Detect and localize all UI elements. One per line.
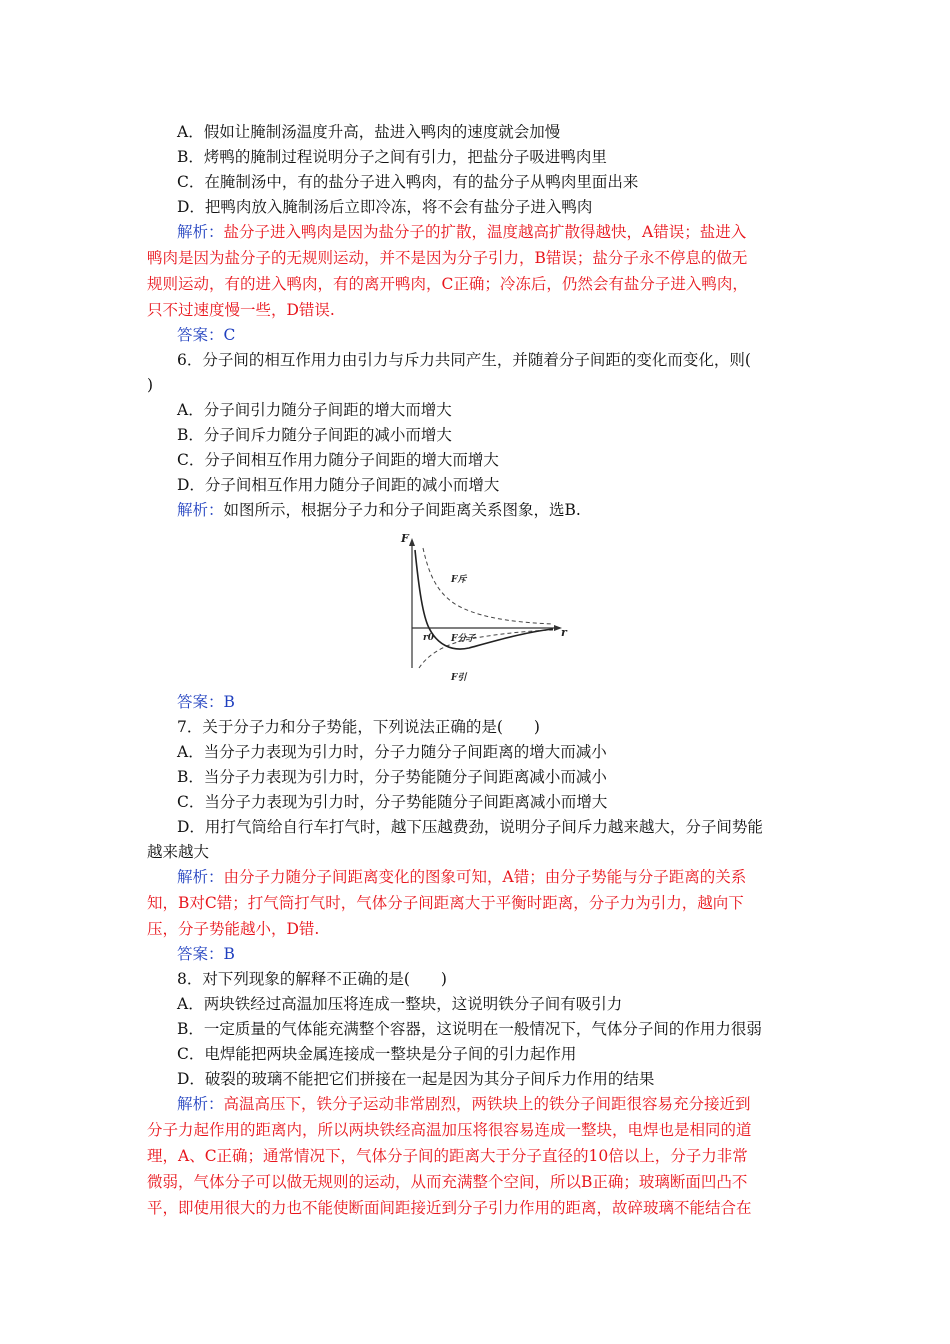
force-distance-graph bbox=[395, 530, 585, 690]
q8-option-d: D．破裂的玻璃不能把它们拼接在一起是因为其分子间斥力作用的结果 bbox=[177, 1070, 655, 1088]
q5-option-b: B．烤鸭的腌制过程说明分子之间有引力，把盐分子吸进鸭肉里 bbox=[177, 148, 607, 166]
y-axis-arrow bbox=[409, 538, 415, 546]
q8-analysis-line3: 理，A、C正确；通常情况下，气体分子间的距离大于分子直径的10倍以上，分子力非常 bbox=[147, 1147, 748, 1165]
x-axis-label: r bbox=[561, 626, 567, 639]
q7-option-d-line1: D．用打气筒给自行车打气时，越下压越费劲，说明分子间斥力越来越大，分子间势能 bbox=[177, 818, 763, 836]
force-distance-figure bbox=[395, 530, 585, 690]
q5-analysis-label: 解析： bbox=[177, 223, 224, 241]
q7-analysis-label: 解析： bbox=[177, 868, 224, 886]
q8-option-c: C．电焊能把两块金属连接成一整块是分子间的引力起作用 bbox=[177, 1045, 577, 1063]
net-force-label: F分子 bbox=[451, 634, 476, 644]
q6-option-b: B．分子间斥力随分子间距的减小而增大 bbox=[177, 426, 452, 444]
q6-stem-line1: 6．分子间的相互作用力由引力与斥力共同产生，并随着分子间距的变化而变化，则( bbox=[177, 351, 751, 369]
q5-analysis-line2: 鸭肉是因为盐分子的无规则运动，并不是因为分子引力，B错误；盐分子永不停息的做无 bbox=[147, 249, 748, 267]
q8-analysis-line4: 微弱，气体分子可以做无规则的运动，从而充满整个空间，所以B正确；玻璃断面凹凸不 bbox=[147, 1173, 748, 1191]
q6-analysis bbox=[177, 500, 581, 520]
q5-analysis-text1: 盐分子进入鸭肉是因为盐分子的扩散，温度越高扩散得越快，A错误；盐进入 bbox=[223, 223, 747, 241]
net-force-curve bbox=[415, 550, 553, 649]
q8-option-b: B．一定质量的气体能充满整个容器，这说明在一般情况下，气体分子间的作用力很弱 bbox=[177, 1020, 762, 1038]
q7-analysis-line2: 知，B对C错；打气筒打气时，气体分子间距离大于平衡时距离，分子力为引力，越向下 bbox=[147, 894, 744, 912]
q7-analysis-line3: 压，分子势能越小，D错. bbox=[147, 920, 320, 938]
q5-analysis-line3: 规则运动，有的进入鸭肉，有的离开鸭肉，C正确；冷冻后，仍然会有盐分子进入鸭肉， bbox=[147, 275, 748, 293]
q7-answer: 答案：B bbox=[177, 945, 235, 963]
q5-analysis-line1 bbox=[177, 222, 746, 242]
q6-option-a: A．分子间引力随分子间距的增大而增大 bbox=[177, 401, 452, 419]
r0-label: r0 bbox=[423, 633, 435, 643]
q8-option-a: A．两块铁经过高温加压将连成一整块，这说明铁分子间有吸引力 bbox=[177, 995, 623, 1013]
q8-analysis-line5: 平，即使用很大的力也不能使断面间距接近到分子引力作用的距离，故碎玻璃不能结合在 bbox=[147, 1199, 752, 1217]
q6-stem-line2: ) bbox=[147, 376, 154, 394]
q8-analysis-line2: 分子力起作用的距离内，所以两块铁经高温加压将很容易连成一整块，电焊也是相同的道 bbox=[147, 1121, 752, 1139]
q8-analysis-line1 bbox=[177, 1094, 751, 1114]
q5-option-c: C．在腌制汤中，有的盐分子进入鸭肉，有的盐分子从鸭肉里面出来 bbox=[177, 173, 639, 191]
q6-answer: 答案：B bbox=[177, 693, 235, 711]
attraction-curve bbox=[419, 630, 553, 668]
q7-option-d-line2: 越来越大 bbox=[147, 843, 210, 861]
q6-analysis-label: 解析： bbox=[177, 501, 224, 519]
q7-option-c: C．当分子力表现为引力时，分子势能随分子间距离减小而增大 bbox=[177, 793, 608, 811]
q8-analysis-label: 解析： bbox=[177, 1095, 224, 1113]
q6-option-c: C．分子间相互作用力随分子间距的增大而增大 bbox=[177, 451, 499, 469]
y-axis-label: F bbox=[401, 532, 409, 545]
q7-analysis-line1 bbox=[177, 867, 746, 887]
q8-stem: 8．对下列现象的解释不正确的是( ) bbox=[177, 970, 447, 988]
q5-answer: 答案：C bbox=[177, 326, 236, 344]
q5-analysis-line4: 只不过速度慢一些，D错误. bbox=[147, 301, 335, 319]
q7-option-a: A．当分子力表现为引力时，分子力随分子间距离的增大而减小 bbox=[177, 743, 607, 761]
q8-analysis-text1: 高温高压下，铁分子运动非常剧烈，两铁块上的铁分子间距很容易充分接近到 bbox=[223, 1095, 751, 1113]
repulsion-label: F斥 bbox=[451, 575, 467, 585]
q5-option-a: A．假如让腌制汤温度升高，盐进入鸭肉的速度就会加慢 bbox=[177, 123, 561, 141]
q7-analysis-text1: 由分子力随分子间距离变化的图象可知，A错；由分子势能与分子距离的关系 bbox=[223, 868, 747, 886]
attraction-label: F引 bbox=[451, 673, 467, 683]
q6-option-d: D．分子间相互作用力随分子间距的减小而增大 bbox=[177, 476, 500, 494]
q6-analysis-text: 如图所示，根据分子力和分子间距离关系图象，选B. bbox=[223, 501, 581, 519]
q7-option-b: B．当分子力表现为引力时，分子势能随分子间距离减小而减小 bbox=[177, 768, 607, 786]
repulsion-curve bbox=[423, 548, 553, 624]
q5-option-d: D．把鸭肉放入腌制汤后立即冷冻，将不会有盐分子进入鸭肉 bbox=[177, 198, 593, 216]
q7-stem: 7．关于分子力和分子势能，下列说法正确的是( ) bbox=[177, 718, 540, 736]
